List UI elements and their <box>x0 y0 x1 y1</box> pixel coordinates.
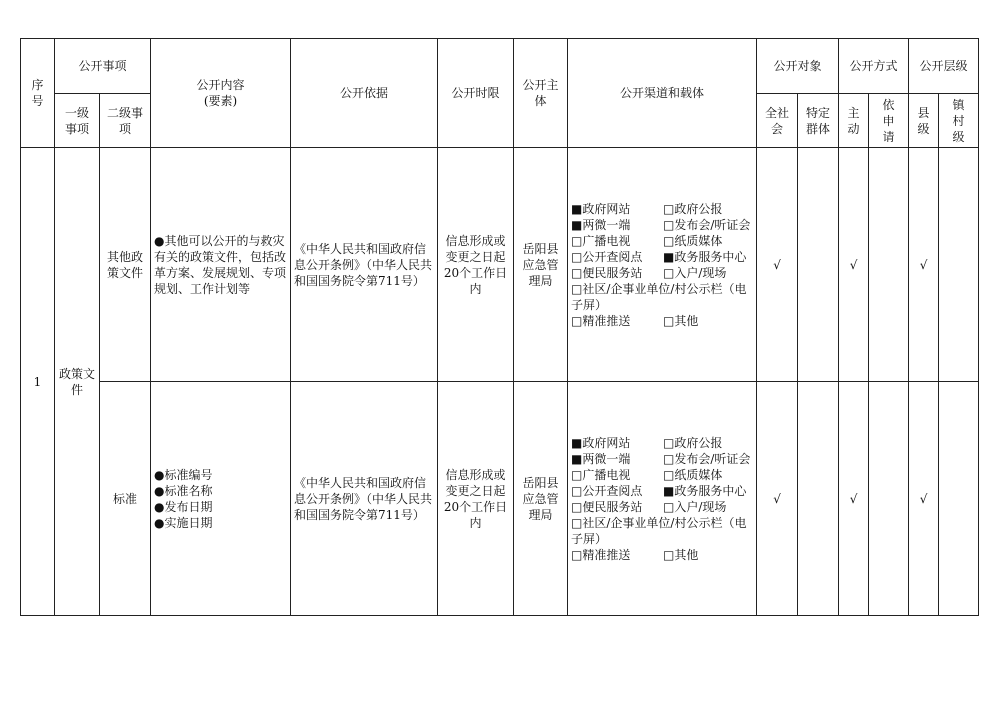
channel-line <box>571 483 753 499</box>
channel-gov-website: ■政府网站 <box>571 435 631 450</box>
row-method-apply <box>869 148 909 382</box>
channel-bulletin-board: □社区/企事业单位/村公示栏（电子屏） <box>571 281 747 312</box>
row-l1-item: 政策文件 <box>55 148 100 616</box>
channel-print-media: □纸质媒体 <box>663 467 723 482</box>
channel-print-media: □纸质媒体 <box>663 233 723 248</box>
header-seq: 序号 <box>21 39 55 148</box>
row-basis: 《中华人民共和国政府信息公开条例》（中华人民共和国国务院令第711号） <box>291 148 438 382</box>
row-channels <box>568 382 757 616</box>
row-level-town <box>939 148 979 382</box>
row-subject: 岳阳县应急管理局 <box>514 382 568 616</box>
row-method-active: √ <box>839 148 869 382</box>
content-line: ●标准名称 <box>154 483 213 498</box>
row-object-specific <box>798 148 839 382</box>
channel-line <box>571 233 753 249</box>
channel-other: □其他 <box>663 547 699 562</box>
row-time-limit: 信息形成或变更之日起20个工作日内 <box>438 148 514 382</box>
row-seq: 1 <box>21 148 55 616</box>
header-level: 公开层级 <box>909 39 979 94</box>
channel-reading-point: □公开查阅点 <box>571 249 643 264</box>
row-level-town <box>939 382 979 616</box>
row-subject: 岳阳县应急管理局 <box>514 148 568 382</box>
channel-line <box>571 201 753 217</box>
channel-line <box>571 499 753 515</box>
channel-reading-point: □公开查阅点 <box>571 483 643 498</box>
channel-service-station: □便民服务站 <box>571 499 643 514</box>
channel-door-to-door: □入户/现场 <box>663 265 727 280</box>
header-subject: 公开主体 <box>514 39 568 148</box>
header-content-sub: (要素) <box>203 94 238 108</box>
channel-precise-push: □精准推送 <box>571 313 631 328</box>
content-line: ●发布日期 <box>154 499 213 514</box>
disclosure-table <box>20 38 979 616</box>
channel-gov-bulletin: □政府公报 <box>663 201 723 216</box>
table-row <box>21 382 979 616</box>
channel-precise-push: □精准推送 <box>571 547 631 562</box>
channel-line <box>571 467 753 483</box>
row-content <box>151 382 291 616</box>
row-object-all: √ <box>757 382 798 616</box>
channel-service-center: ■政务服务中心 <box>663 483 747 498</box>
channel-service-center: ■政务服务中心 <box>663 249 747 264</box>
content-line: ●标准编号 <box>154 467 213 482</box>
row-level-county: √ <box>909 382 939 616</box>
header-method-apply: 依申请 <box>869 94 909 148</box>
header-object-specific: 特定群体 <box>798 94 839 148</box>
content-line: ●实施日期 <box>154 515 213 530</box>
channel-line <box>571 547 753 563</box>
channel-press-hearing: □发布会/听证会 <box>663 451 751 466</box>
header-item: 公开事项 <box>55 39 151 94</box>
row-object-specific <box>798 382 839 616</box>
channel-line <box>571 265 753 281</box>
table-row <box>21 148 979 382</box>
row-method-active: √ <box>839 382 869 616</box>
row-time-limit: 信息形成或变更之日起20个工作日内 <box>438 382 514 616</box>
header-content <box>151 39 291 148</box>
channel-service-station: □便民服务站 <box>571 265 643 280</box>
channel-door-to-door: □入户/现场 <box>663 499 727 514</box>
header-content-title: 公开内容 <box>196 78 245 92</box>
channel-line <box>571 451 753 467</box>
row-content: ●其他可以公开的与救灾有关的政策文件，包括改革方案、发展规划、专项规划、工作计划等 <box>151 148 291 382</box>
row-method-apply <box>869 382 909 616</box>
row-object-all: √ <box>757 148 798 382</box>
row-l2-item: 标准 <box>100 382 151 616</box>
header-item-l2: 二级事项 <box>100 94 151 148</box>
channel-other: □其他 <box>663 313 699 328</box>
channel-line <box>571 249 753 265</box>
channel-gov-bulletin: □政府公报 <box>663 435 723 450</box>
channel-gov-website: ■政府网站 <box>571 201 631 216</box>
header-object: 公开对象 <box>757 39 839 94</box>
header-channel: 公开渠道和载体 <box>568 39 757 148</box>
channel-line <box>571 313 753 329</box>
row-basis: 《中华人民共和国政府信息公开条例》（中华人民共和国国务院令第711号） <box>291 382 438 616</box>
header-time-limit: 公开时限 <box>438 39 514 148</box>
header-object-all: 全社会 <box>757 94 798 148</box>
header-level-town: 镇村级 <box>939 94 979 148</box>
channel-bulletin-board: □社区/企事业单位/村公示栏（电子屏） <box>571 515 747 546</box>
row-level-county: √ <box>909 148 939 382</box>
header-row-top <box>21 39 979 94</box>
header-method: 公开方式 <box>839 39 909 94</box>
row-l2-item: 其他政策文件 <box>100 148 151 382</box>
channel-broadcast-tv: □广播电视 <box>571 233 631 248</box>
channel-press-hearing: □发布会/听证会 <box>663 217 751 232</box>
channel-social-media: ■两微一端 <box>571 217 631 232</box>
channel-line <box>571 435 753 451</box>
channel-broadcast-tv: □广播电视 <box>571 467 631 482</box>
channel-social-media: ■两微一端 <box>571 451 631 466</box>
row-channels <box>568 148 757 382</box>
header-level-county: 县级 <box>909 94 939 148</box>
header-basis: 公开依据 <box>291 39 438 148</box>
header-item-l1: 一级事项 <box>55 94 100 148</box>
channel-line <box>571 217 753 233</box>
header-method-active: 主动 <box>839 94 869 148</box>
